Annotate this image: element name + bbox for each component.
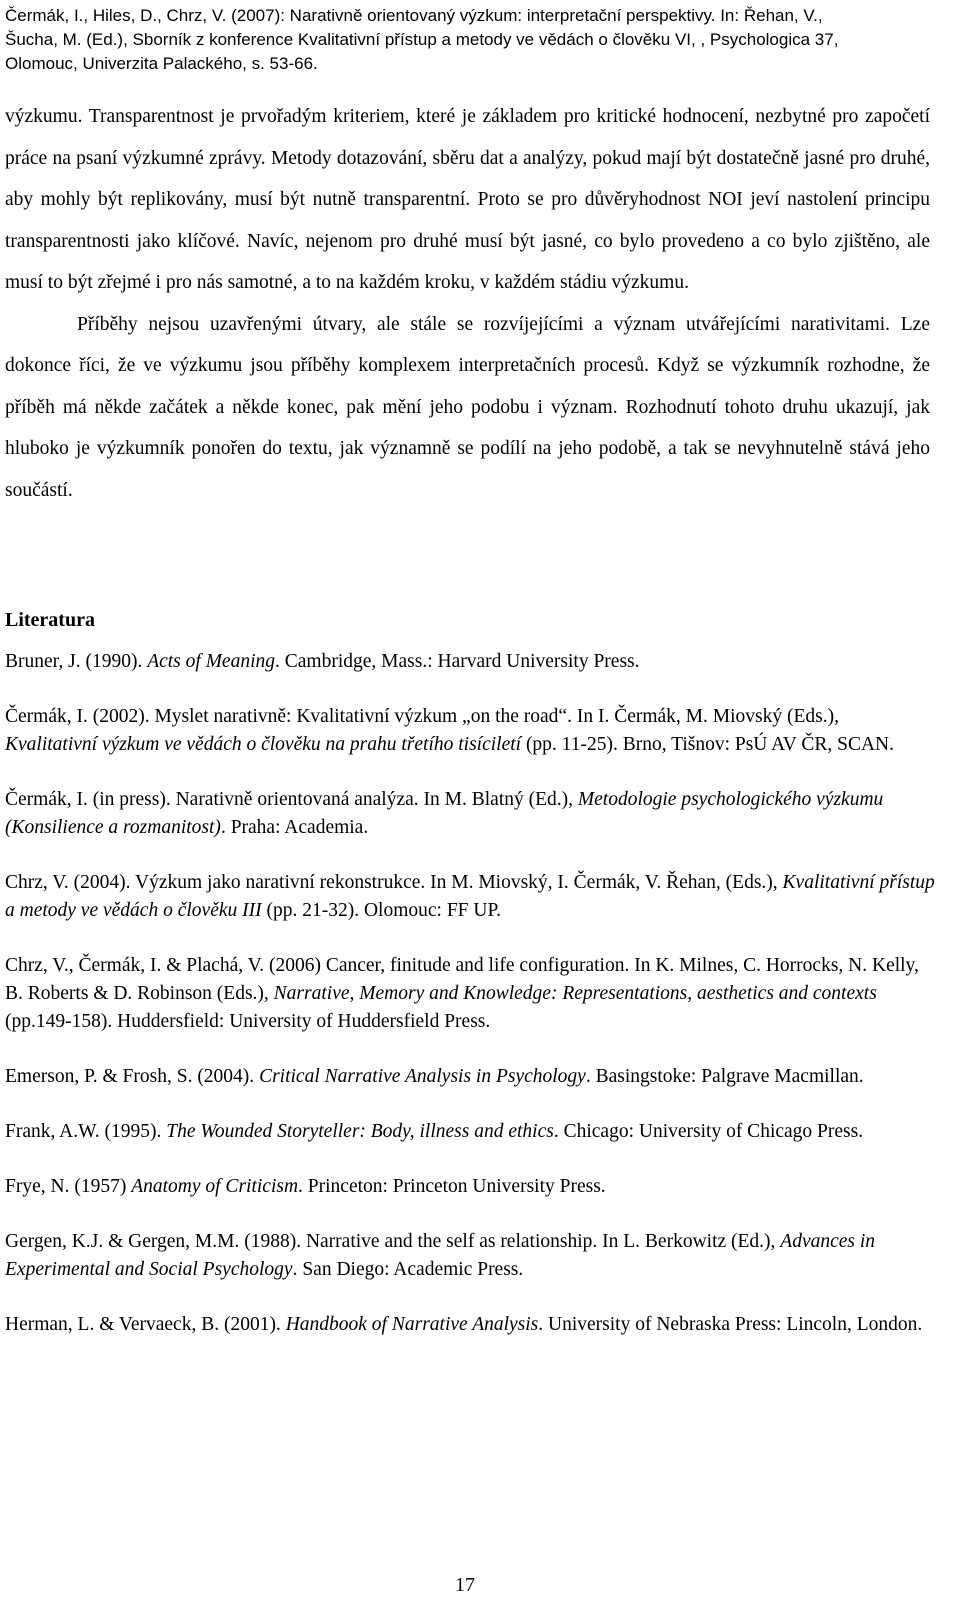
reference-item: Chrz, V. (2004). Výzkum jako narativní rekonstrukce. In M. Miovský, I. Čermák, V. Řehan, (Eds.), Kvalitativní přístup a metody ve vědách o člověku III (pp. 21-32). Olomouc: FF UP. <box>5 872 935 921</box>
reference-item: Herman, L. & Vervaeck, B. (2001). Handbook of Narrative Analysis. University of Nebraska Press: Lincoln, London. <box>5 1314 923 1335</box>
body-text <box>5 96 930 511</box>
paragraph-2: Příběhy nejsou uzavřenými útvary, ale stále se rozvíjejícími a význam utvářejícími narativitami. Lze dokonce říci, že ve výzkumu jsou příběhy komplexem interpretačních procesů. Když se výzkumník rozhodne, že příběh má někde začátek a někde konec, pak mění jeho podobu i význam. Rozhodnutí tohoto druhu ukazují, jak hluboko je výzkumník ponořen do textu, jak významně se podílí na jeho podobě, a tak se nevyhnutelně stává jeho součástí. <box>5 313 930 501</box>
reference-item: Gergen, K.J. & Gergen, M.M. (1988). Narrative and the self as relationship. In L. Berkowitz (Ed.), Advances in Experimental and Social Psychology. San Diego: Academic Press. <box>5 1231 876 1280</box>
page-number: 17 <box>455 1574 475 1596</box>
header-line-2: Šucha, M. (Ed.), Sborník z konference Kvalitativní přístup a metody ve vědách o člověku VI, , Psychologica 37, <box>5 30 839 49</box>
reference-item: Bruner, J. (1990). Acts of Meaning. Cambridge, Mass.: Harvard University Press. <box>5 651 640 672</box>
reference-item: Čermák, I. (in press). Narativně orientovaná analýza. In M. Blatný (Ed.), Metodologie psychologického výzkumu (Konsilience a rozmanitost). Praha: Academia. <box>5 789 884 838</box>
paragraph-1: výzkumu. Transparentnost je prvořadým kriteriem, které je základem pro kritické hodnocení, nezbytné pro započetí práce na psaní výzkumné zprávy. Metody dotazování, sběru dat a analýzy, pokud mají být dostatečně jasné pro druhé, aby mohly být replikovány, musí být nutně transparentní. Proto se pro důvěryhodnost NOI jeví nastolení principu transparentnosti jako klíčové. Navíc, nejenom pro druhé musí být jasné, co bylo provedeno a co bylo zjištěno, ale musí to být zřejmé i pro nás samotné, a to na každém kroku, v každém stádiu výzkumu. <box>5 106 930 293</box>
header-line-1: Čermák, I., Hiles, D., Chrz, V. (2007): Narativně orientovaný výzkum: interpretační perspektivy. In: Řehan, V., <box>5 6 823 25</box>
citation-header <box>5 4 935 76</box>
reference-item: Čermák, I. (2002). Myslet narativně: Kvalitativní výzkum „on the road“. In I. Čermák, M. Miovský (Eds.), Kvalitativní výzkum ve vědách o člověku na prahu třetího tisíciletí (pp. 11-25). Brno, Tišnov: PsÚ AV ČR, SCAN. <box>5 706 895 755</box>
reference-item: Frank, A.W. (1995). The Wounded Storyteller: Body, illness and ethics. Chicago: University of Chicago Press. <box>5 1121 864 1142</box>
reference-item: Chrz, V., Čermák, I. & Plachá, V. (2006) Cancer, finitude and life configuration. In K. Milnes, C. Horrocks, N. Kelly, B. Roberts & D. Robinson (Eds.), Narrative, Memory and Knowledge: Representations, aesthetics and contexts (pp.149-158). Huddersfield: University of Huddersfield Press. <box>5 955 919 1032</box>
reference-list <box>5 648 935 1366</box>
reference-item: Frye, N. (1957) Anatomy of Criticism. Princeton: Princeton University Press. <box>5 1176 606 1197</box>
literature-heading: Literatura <box>5 609 95 631</box>
reference-item: Emerson, P. & Frosh, S. (2004). Critical Narrative Analysis in Psychology. Basingstoke: Palgrave Macmillan. <box>5 1066 864 1087</box>
header-line-3: Olomouc, Univerzita Palackého, s. 53-66. <box>5 54 318 73</box>
